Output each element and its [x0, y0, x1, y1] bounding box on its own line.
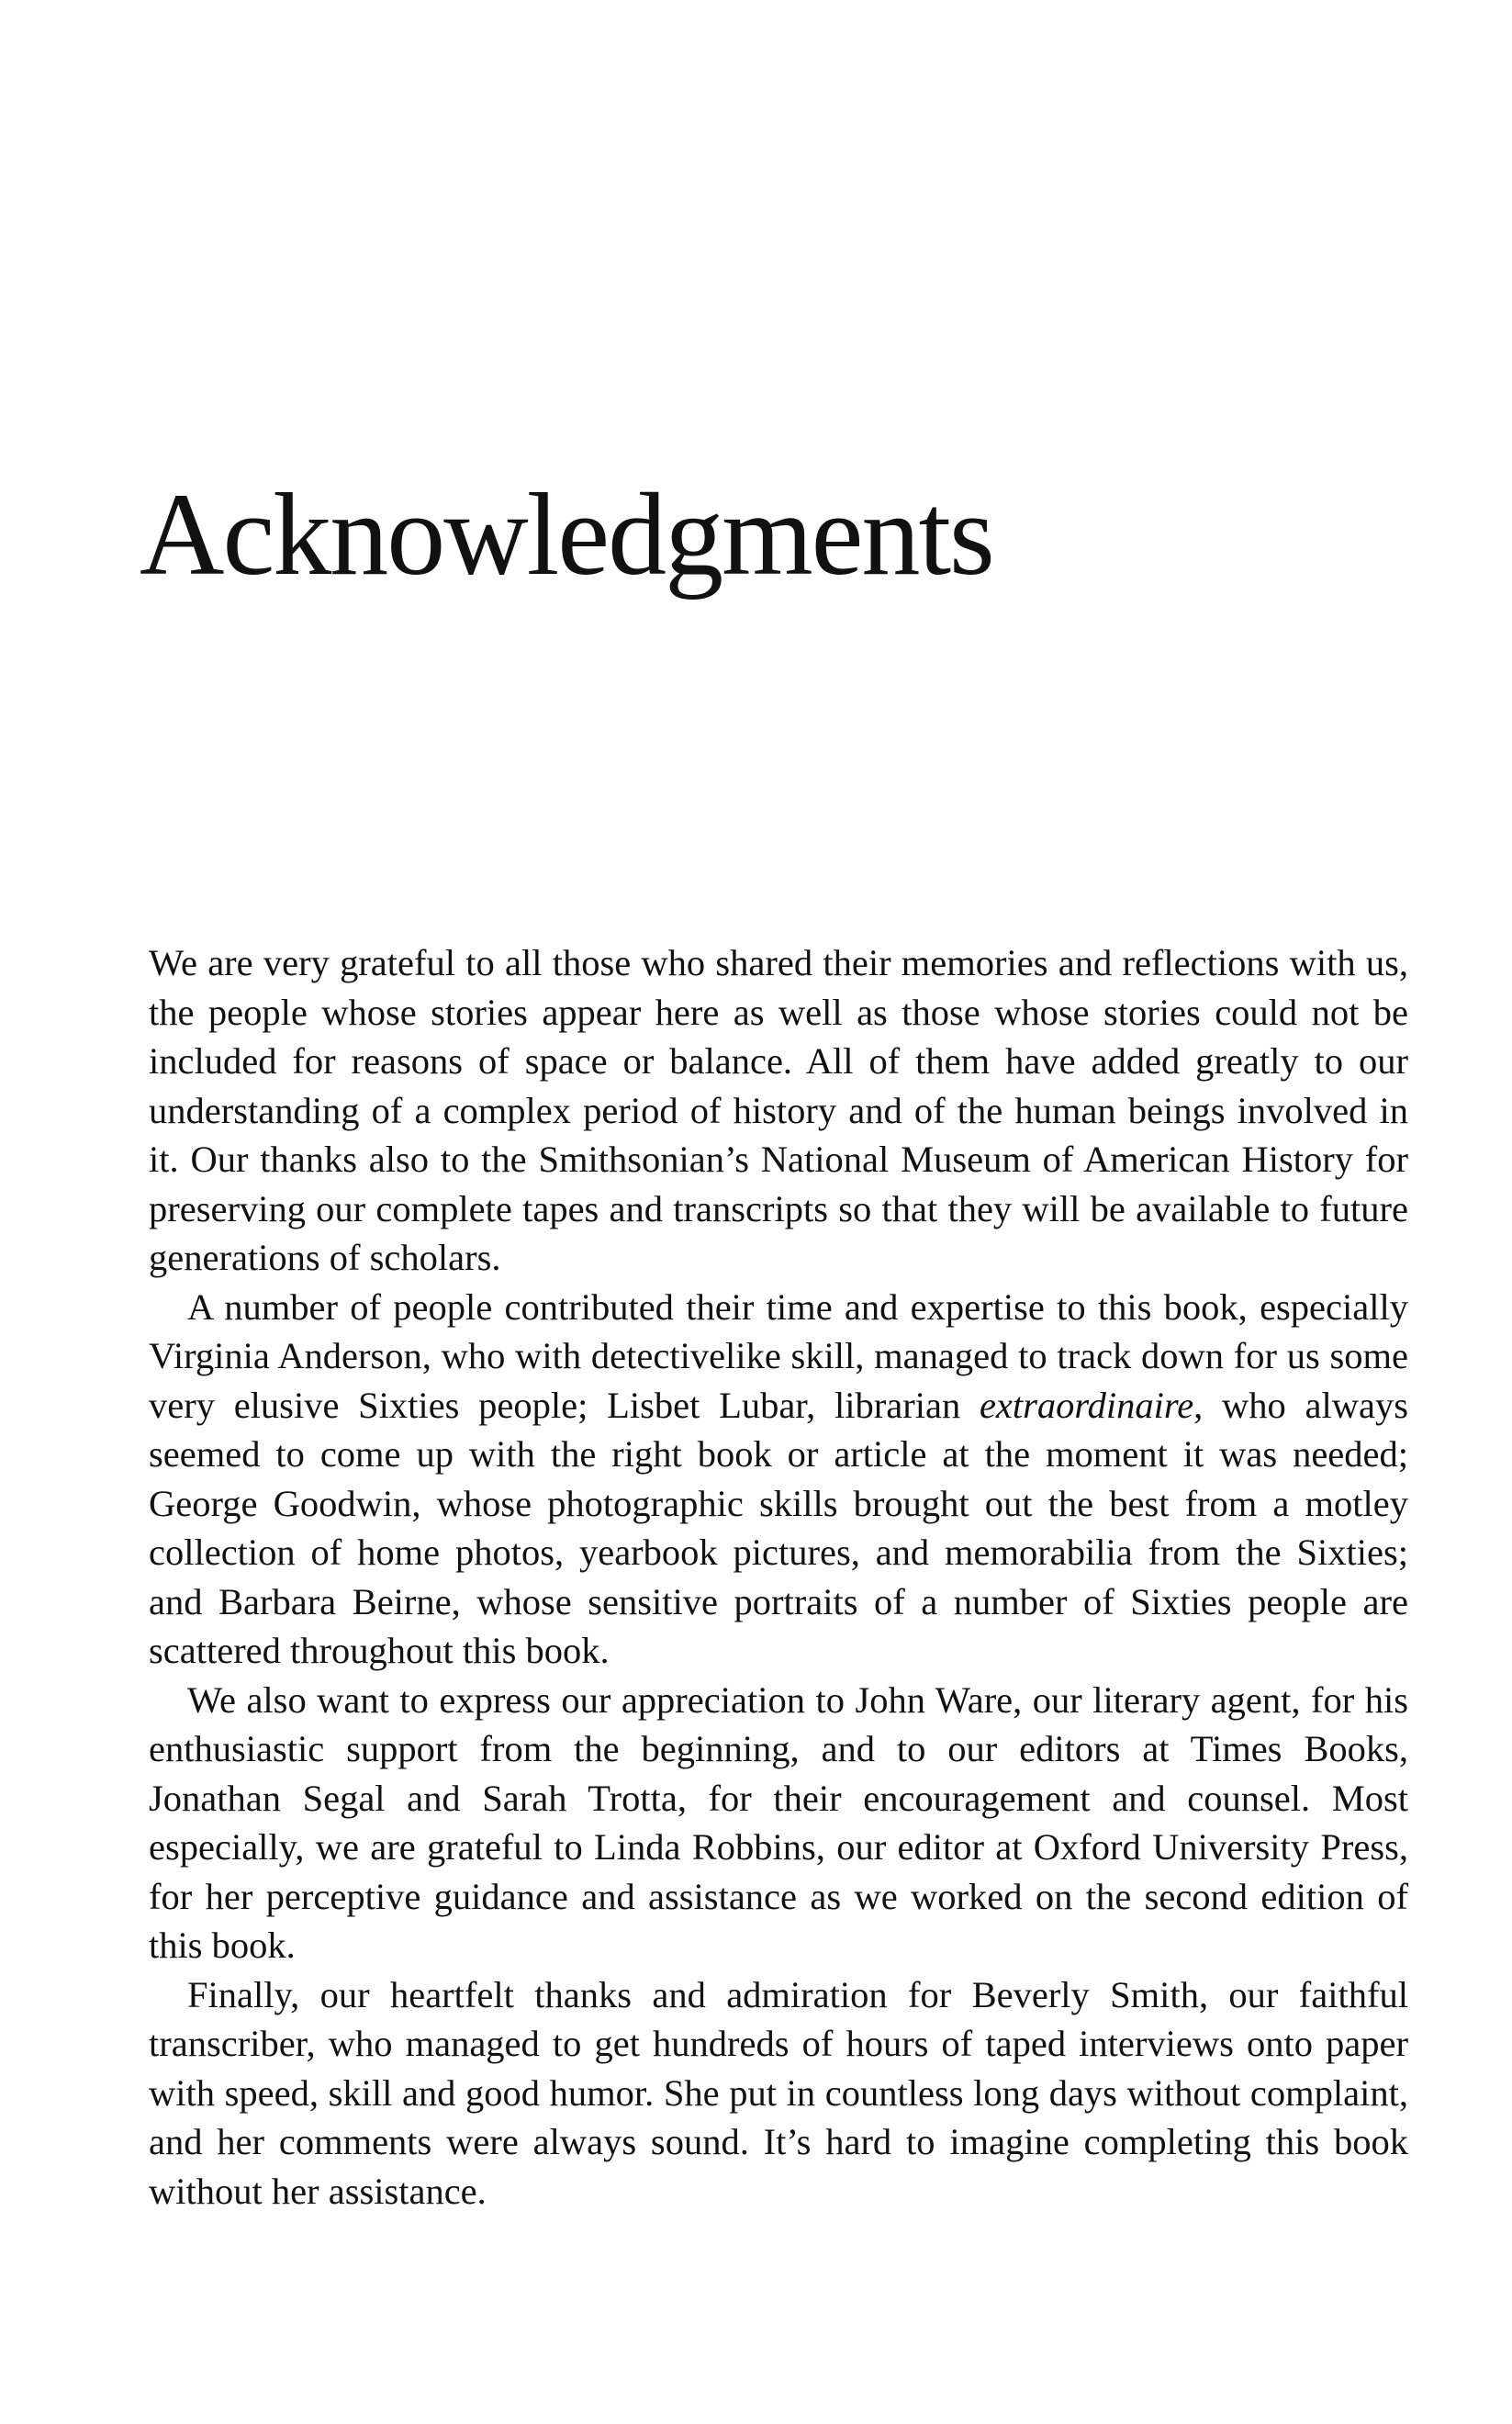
- italic-term: extraordinaire: [979, 1384, 1194, 1426]
- paragraph-text: A number of people contributed their time and expertise to this book, especially Virginia Anderson, who with detectivelike skill, managed to track down for us some very elusive Sixties people; Lisbet Lubar, librarian: [149, 1285, 1408, 1426]
- paragraph-transcriber: [149, 1970, 1408, 2216]
- paragraph-text: Finally, our heartfelt thanks and admiration for Beverly Smith, our faithful transcriber, who managed to get hundreds of hours of taped interviews onto paper with speed, skill and good humor. She put in countless long days without complaint, and her comments were always sound. It’s hard to imagine completing this book without her assistance.: [149, 1973, 1408, 2212]
- paragraph-gratitude: [149, 938, 1408, 1283]
- acknowledgments-body: [149, 938, 1408, 2216]
- paragraph-contributors: [149, 1283, 1408, 1676]
- paragraph-text: We also want to express our appreciation to John Ware, our literary agent, for his enthusiastic support from the beginning, and to our editors at Times Books, Jonathan Segal and Sarah Trotta, for their encouragement and counsel. Most especially, we are grateful to Linda Robbins, our editor at Oxford University Press, for her perceptive guidance and assistance as we worked on the second edition of this book.: [149, 1678, 1408, 1966]
- page-title: Acknowledgments: [140, 469, 993, 600]
- paragraph-text: We are very grateful to all those who shared their memories and reflections with us, the people whose stories appear here as well as those whose stories could not be included for reasons of space or balance. All of them have added greatly to our understanding of a complex period of history and of the human beings involved in it. Our thanks also to the Smithsonian’s National Museum of American History for preserving our complete tapes and transcripts so that they will be available to future generations of scholars.: [149, 942, 1408, 1278]
- paragraph-text: , who always seemed to come up with the right book or article at the moment it was needed; George Goodwin, whose photographic skills brought out the best from a motley collection of home photos, yearbook pictures, and memorabilia from the Sixties; and Barbara Beirne, whose sensitive portraits of a number of Sixties people are scattered throughout this book.: [149, 1384, 1408, 1671]
- paragraph-agents-editors: [149, 1676, 1408, 1970]
